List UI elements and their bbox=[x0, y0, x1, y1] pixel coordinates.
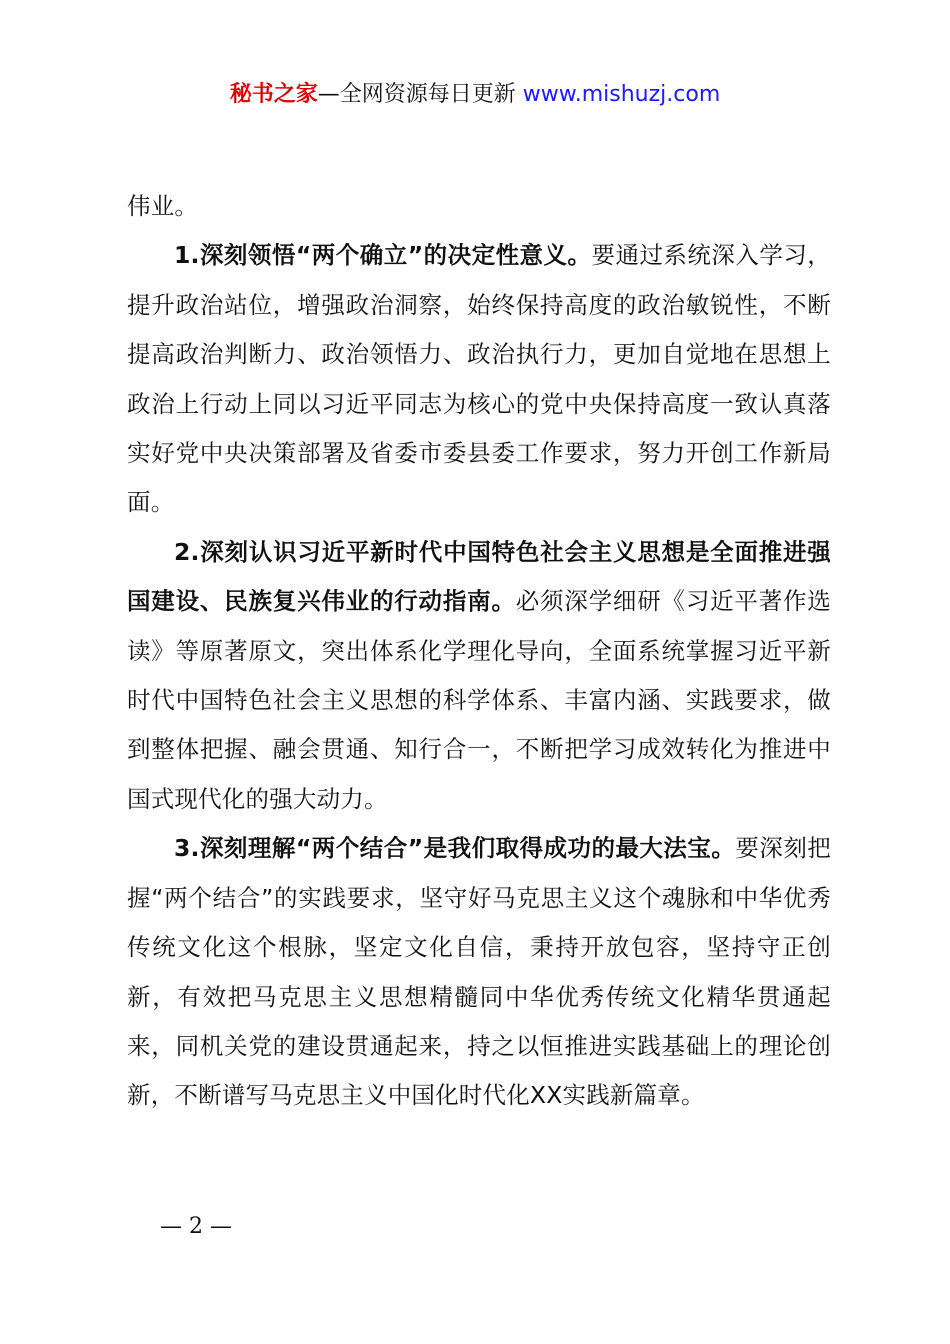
section-heading-1: 1.深刻领悟“两个确立”的决定性意义。 bbox=[174, 241, 592, 270]
section-heading-2: 2.深刻认识习近平新时代中国特色社会主义思想是全面推进强国建设、民族复兴伟业的行动指南。 bbox=[127, 537, 831, 616]
section-paragraph-3 bbox=[127, 824, 831, 1120]
section-body-2: 必须深学细研《习近平著作选读》等原著原文，突出体系化学理化导向，全面系统掌握习近平新时代中国特色社会主义思想的科学体系、丰富内涵、实践要求，做到整体把握、融会贯通、知行合一，不断把学习成效转化为推进中国式现代化的强大动力。 bbox=[127, 587, 832, 813]
header-brand: 秘书之家 bbox=[229, 82, 318, 107]
header-url-link[interactable]: www.mishuzj.com bbox=[522, 82, 721, 107]
section-body-1: 要通过系统深入学习，提升政治站位，增强政治洞察，始终保持高度的政治敏锐性，不断提高政治判断力、政治领悟力、政治执行力，更加自觉地在思想上政治上行动上同以习近平同志为核心的党中央保持高度一致认真落实好党中央决策部署及省委市委县委工作要求，努力开创工作新局面。 bbox=[127, 241, 832, 517]
section-body-3: 要深刻把握“两个结合”的实践要求，坚守好马克思主义这个魂脉和中华优秀传统文化这个根脉，坚定文化自信，秉持开放包容，坚持守正创新，有效把马克思主义思想精髓同中华优秀传统文化精华贯通起来，同机关党的建设贯通起来，持之以恒推进实践基础上的理论创新，不断谱写马克思主义中国化时代化XX实践新篇章。 bbox=[127, 834, 831, 1110]
header-tagline: —全网资源每日更新 bbox=[317, 82, 516, 107]
page-header bbox=[0, 78, 950, 112]
section-paragraph-2 bbox=[127, 528, 831, 824]
section-paragraph-1 bbox=[127, 231, 831, 527]
section-heading-3: 3.深刻理解“两个结合”是我们取得成功的最大法宝。 bbox=[174, 834, 736, 863]
page-number: — 2 — bbox=[160, 1214, 232, 1239]
document-body bbox=[127, 182, 831, 1121]
intro-fragment: 伟业。 bbox=[127, 192, 199, 220]
